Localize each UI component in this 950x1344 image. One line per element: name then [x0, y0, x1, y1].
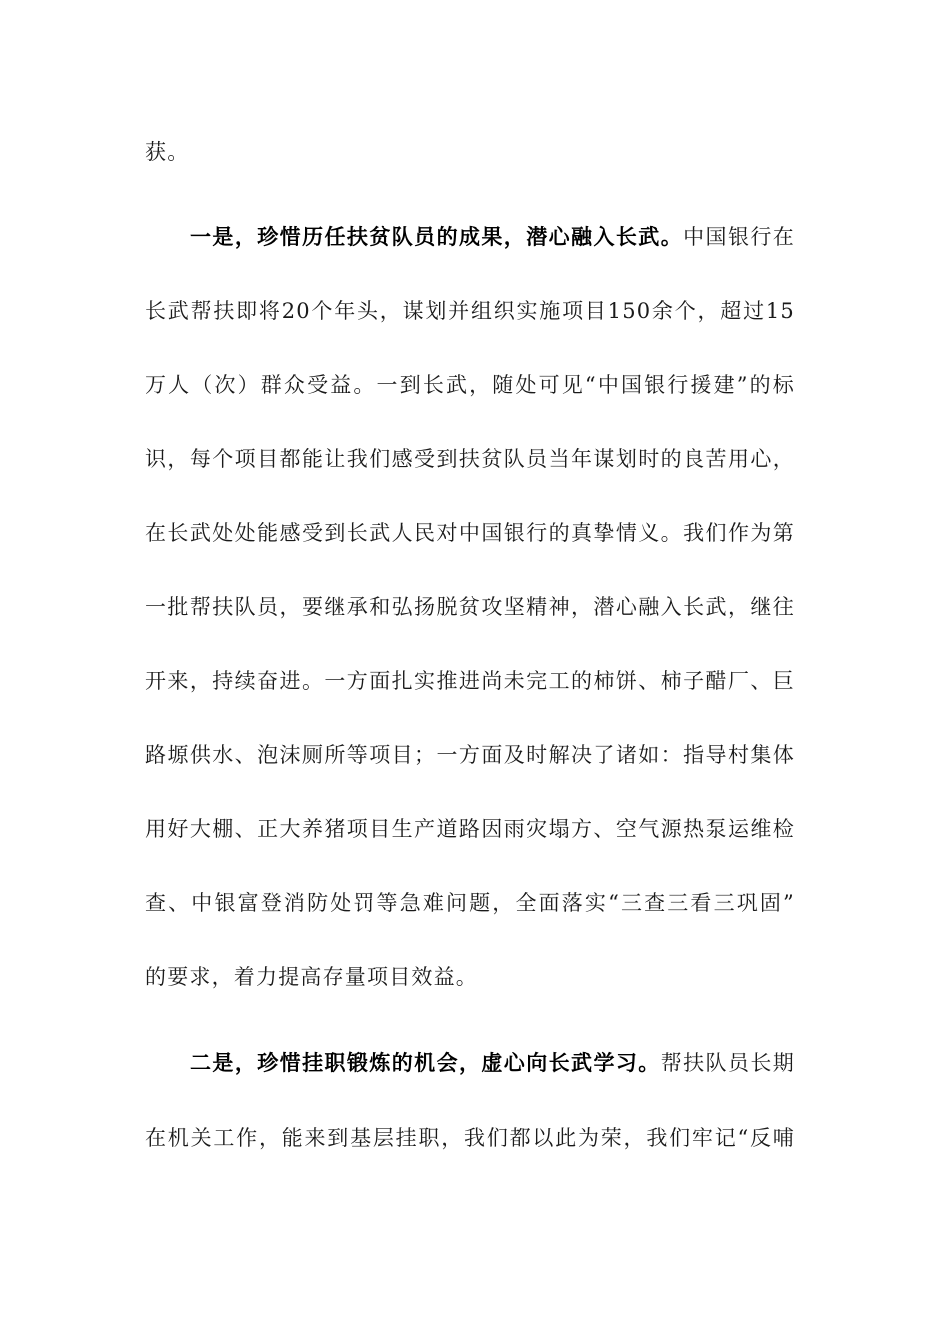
text-line: 开来，持续奋进。一方面扎实推进尚未完工的柿饼、柿子醋厂、巨 — [145, 669, 795, 693]
text-line: 在长武处处能感受到长武人民对中国银行的真挚情义。我们作为第 — [145, 521, 795, 545]
text-line: 万人（次）群众受益。一到长武，随处可见“中国银行援建”的标 — [145, 373, 795, 397]
paragraph-2-heading: 二是，珍惜挂职锻炼的机会，虚心向长武学习。 — [190, 1050, 661, 1075]
text-line: 用好大棚、正大养猪项目生产道路因雨灾塌方、空气源热泵运维检 — [145, 817, 795, 841]
text-line: 识，每个项目都能让我们感受到扶贫队员当年谋划时的良苦用心， — [145, 447, 795, 471]
text-line: 长武帮扶即将20个年头，谋划并组织实施项目150余个，超过15 — [145, 299, 795, 323]
paragraph-2-lead-text: 帮扶队员长期 — [660, 1051, 795, 1075]
text-line: 查、中银富登消防处罚等急难问题，全面落实“三查三看三巩固” — [145, 891, 795, 915]
paragraph-1-first-line — [190, 222, 795, 252]
text-line: 路塬供水、泡沫厕所等项目；一方面及时解决了诸如：指导村集体 — [145, 743, 795, 767]
text-line: 在机关工作，能来到基层挂职，我们都以此为荣，我们牢记“反哺 — [145, 1126, 795, 1150]
text-line: 的要求，着力提高存量项目效益。 — [145, 965, 478, 989]
paragraph-1-heading: 一是，珍惜历任扶贫队员的成果，潜心融入长武。 — [190, 224, 684, 249]
text-line: 一批帮扶队员，要继承和弘扬脱贫攻坚精神，潜心融入长武，继往 — [145, 595, 795, 619]
paragraph-1-lead-text: 中国银行在 — [683, 225, 796, 249]
paragraph-2-first-line — [190, 1048, 795, 1078]
text-line: 获。 — [145, 140, 190, 164]
